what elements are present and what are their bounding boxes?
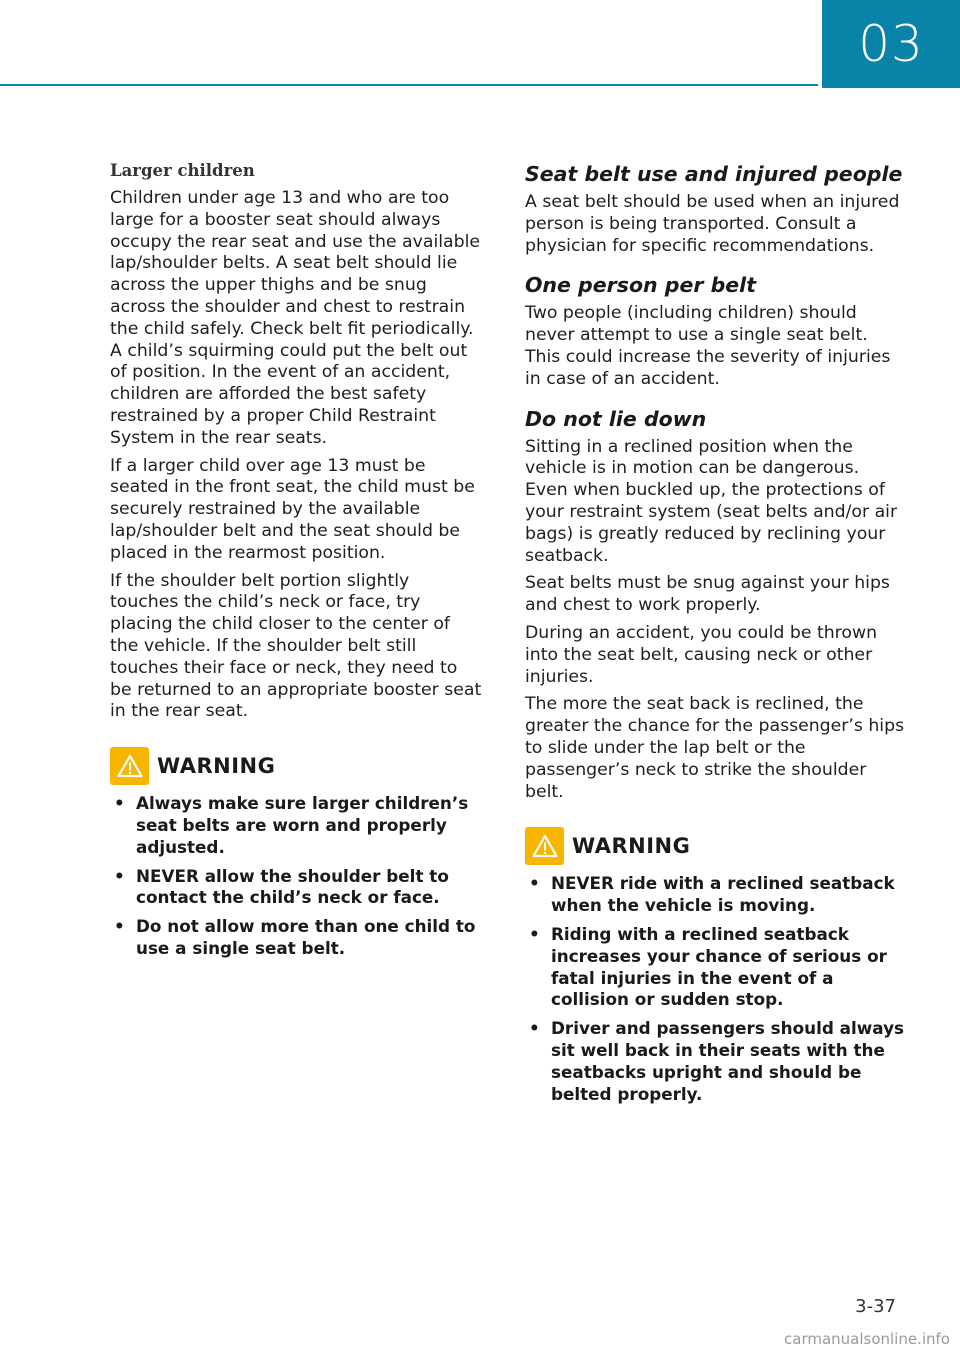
warning-box-left <box>110 747 482 960</box>
section-heading-injured-people: Seat belt use and injured people <box>525 162 903 186</box>
warning-triangle-icon <box>110 747 149 785</box>
paragraph: During an accident, you could be thrown into the seat belt, causing neck or other injuries. <box>525 622 878 687</box>
paragraph: Two people (including children) should never attempt to use a single seat belt. This could increase the severity of injuries in case of an accident. <box>525 303 891 389</box>
paragraph: Sitting in a reclined position when the vehicle is in motion can be dangerous. Even when buckled up, the protections of your restraint system (seat belts and/or air bags) is greatly reduced by reclining your seatback. <box>525 436 898 566</box>
warning-item: • NEVER allow the shoulder belt to contact the child’s neck or face. <box>110 866 482 910</box>
paragraph: The more the seat back is reclined, the greater the chance for the passenger’s hips to slide under the lap belt or the passenger’s neck to strike the shoulder belt. <box>525 694 905 802</box>
warning-list <box>525 873 905 1105</box>
warning-triangle-icon <box>525 827 564 865</box>
warning-item: • NEVER ride with a reclined seatback when the vehicle is moving. <box>525 873 905 917</box>
chapter-number: 03 <box>858 15 924 73</box>
warning-item: • Riding with a reclined seatback increases your chance of serious or fatal injuries in the event of a collision or sudden stop. <box>525 924 905 1011</box>
paragraph: Children under age 13 and who are too large for a booster seat should always occupy the rear seat and use the available lap/shoulder belts. A seat belt should lie across the upper thighs and be snug across the shoulder and chest to restrain the child safely. Check belt fit periodically. A child’s squirming could put the belt out of position. In the event of an accident, children are afforded the best safety restrained by a proper Child Restraint System in the rear seats. <box>110 188 481 448</box>
warning-item: • Driver and passengers should always sit well back in their seats with the seatbacks upright and should be belted properly. <box>525 1018 905 1105</box>
warning-list <box>110 793 482 960</box>
warning-header <box>525 827 905 865</box>
header-rule <box>0 84 818 86</box>
paragraph: A seat belt should be used when an injured person is being transported. Consult a physician for specific recommendations. <box>525 192 900 256</box>
warning-item: • Do not allow more than one child to use a single seat belt. <box>110 916 482 960</box>
watermark: carmanualsonline.info <box>784 1330 950 1348</box>
page-number: 3-37 <box>855 1296 896 1317</box>
section-heading-larger-children: Larger children <box>110 161 255 180</box>
section-heading-do-not-lie-down: Do not lie down <box>525 406 707 431</box>
paragraph: If the shoulder belt portion slightly touches the child’s neck or face, try placing the child closer to the center of the vehicle. If the shoulder belt still touches their face or neck, they need to be returned to an appropriate booster seat in the rear seat. <box>110 570 482 722</box>
right-column <box>525 160 905 1112</box>
paragraph: Seat belts must be snug against your hips and chest to work properly. <box>525 573 890 616</box>
paragraph: If a larger child over age 13 must be seated in the front seat, the child must be securely restrained by the available lap/shoulder belt and the seat should be placed in the rearmost position. <box>110 455 475 563</box>
chapter-tab <box>822 0 960 88</box>
warning-item: • Always make sure larger children’s seat belts are worn and properly adjusted. <box>110 793 482 858</box>
left-column <box>110 160 482 967</box>
warning-header <box>110 747 482 785</box>
warning-title: WARNING <box>572 834 691 859</box>
section-heading-one-person-per-belt: One person per belt <box>525 273 756 298</box>
warning-box-right <box>525 827 905 1105</box>
warning-title: WARNING <box>157 754 276 779</box>
